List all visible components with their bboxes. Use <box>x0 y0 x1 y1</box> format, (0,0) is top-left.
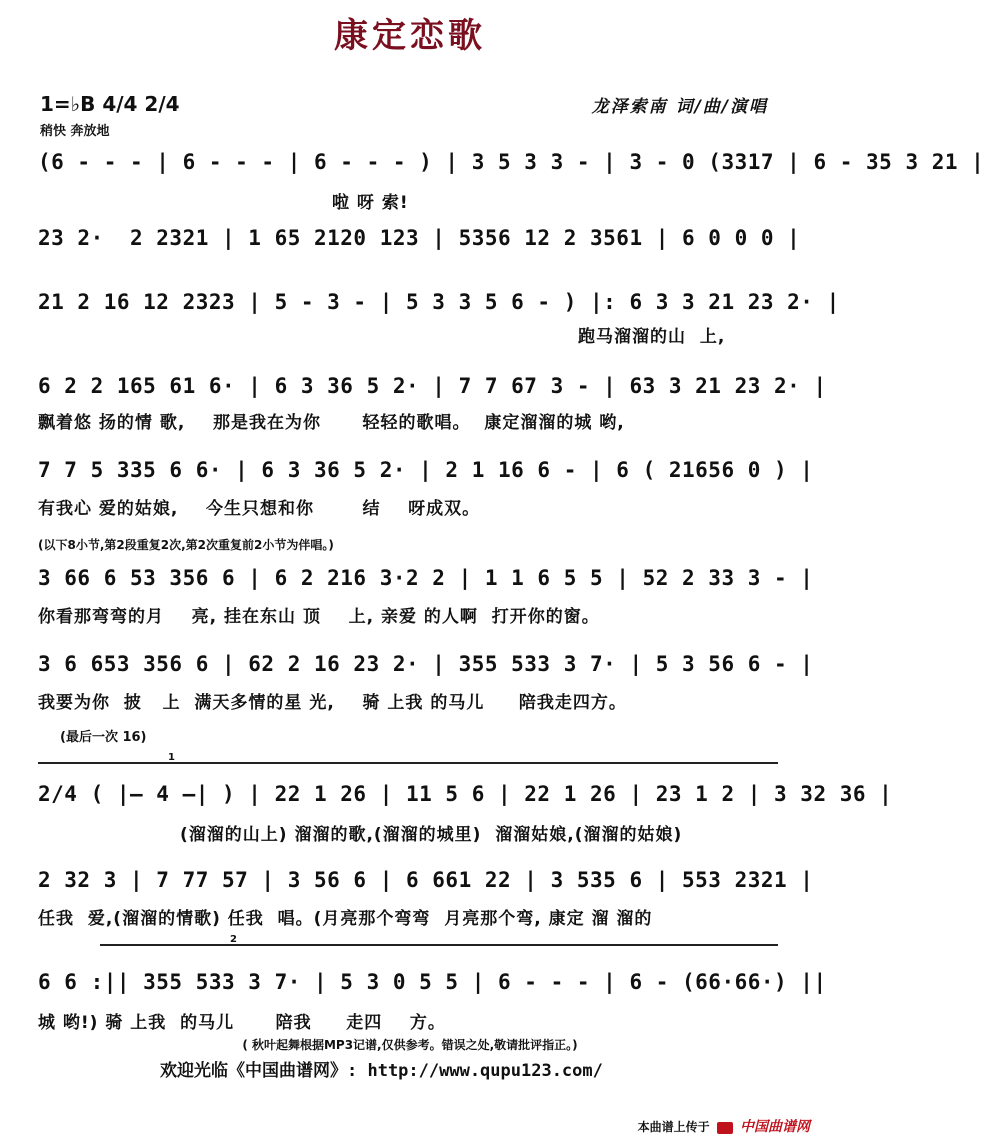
lyric-line-6: 你看那弯弯的月 亮, 挂在东山 顶 上, 亲爱 的人啊 打开你的窗。 <box>38 607 600 627</box>
lyric-line-7: 我要为你 披 上 满天多情的星 光, 骑 上我 的马儿 陪我走四方。 <box>38 693 627 713</box>
transcription-note: ( 秋叶起舞根据MP3记谱,仅供参考。错误之处,敬请批评指正。) <box>242 1038 578 1052</box>
lyric-line-3: 跑马溜溜的山 上, <box>578 327 726 347</box>
lyric-line-8: (溜溜的山上) 溜溜的歌,(溜溜的城里) 溜溜姑娘,(溜溜的姑娘) <box>180 825 683 845</box>
score-line-8: 2/4 ( |— 4 —| ) | 22 1 26 | 11 5 6 | 22 1 26 | 23 1 2 | 3 32 36 | <box>38 782 893 806</box>
site-welcome: 欢迎光临《中国曲谱网》: http://www.qupu123.com/ <box>160 1061 603 1081</box>
score-line-2: 23 2· 2 2321 | 1 65 2120 123 | 5356 12 2 3561 | 6 0 0 0 | <box>38 226 801 250</box>
key-signature: 1=♭B 4/4 2/4 <box>40 92 180 116</box>
upload-credit <box>638 1116 810 1136</box>
volta-number-2: 2 <box>230 934 237 945</box>
lyric-line-5: 有我心 爱的姑娘, 今生只想和你 结 呀成双。 <box>38 499 481 519</box>
upload-prefix: 本曲谱上传于 <box>637 1120 710 1134</box>
tempo-marking: 稍快 奔放地 <box>40 124 110 139</box>
site-logo-icon <box>717 1122 733 1134</box>
score-line-9: 2 32 3 | 7 77 57 | 3 56 6 | 6 661 22 | 3 535 6 | 553 2321 | <box>38 868 814 892</box>
lyric-line-4: 飘着悠 扬的情 歌, 那是我在为你 轻轻的歌唱。 康定溜溜的城 哟, <box>38 413 625 433</box>
song-title: 康定恋歌 <box>334 16 486 56</box>
volta-bracket-2 <box>100 944 778 946</box>
lyric-line-10: 城 哟!) 骑 上我 的马儿 陪我 走四 方。 <box>38 1013 446 1033</box>
lyric-line-9: 任我 爱,(溜溜的情歌) 任我 唱。(月亮那个弯弯 月亮那个弯, 康定 溜 溜的 <box>38 909 653 929</box>
score-line-3: 21 2 16 12 2323 | 5 - 3 - | 5 3 3 5 6 - ) |: 6 3 3 21 23 2· | <box>38 290 840 314</box>
last-time-annotation: (最后一次 16) <box>60 730 147 745</box>
score-line-5: 7 7 5 335 6 6· | 6 3 36 5 2· | 2 1 16 6 - | 6 ( 21656 0 ) | <box>38 458 814 482</box>
volta-number-1: 1 <box>168 752 175 763</box>
score-line-6: 3 66 6 53 356 6 | 6 2 216 3·2 2 | 1 1 6 5 5 | 52 2 33 3 - | <box>38 566 814 590</box>
volta-bracket-1 <box>38 762 778 764</box>
score-line-10: 6 6 :|| 355 533 3 7· | 5 3 0 5 5 | 6 - - - | 6 - (66·66·) || <box>38 970 827 994</box>
score-line-4: 6 2 2 165 61 6· | 6 3 36 5 2· | 7 7 67 3 - | 63 3 21 23 2· | <box>38 374 827 398</box>
lyric-line-1: 啦 呀 索! <box>332 193 409 213</box>
upload-brand: 中国曲谱网 <box>740 1119 810 1135</box>
score-line-7: 3 6 653 356 6 | 62 2 16 23 2· | 355 533 3 7· | 5 3 56 6 - | <box>38 652 814 676</box>
credit-line: 龙泽索南 词/曲/演唱 <box>591 97 768 117</box>
score-line-1: (6 - - - | 6 - - - | 6 - - - ) | 3 5 3 3 - | 3 - 0 (3317 | 6 - 35 3 21 | <box>38 150 984 174</box>
repeat-annotation: (以下8小节,第2段重复2次,第2次重复前2小节为伴唱。) <box>38 538 334 552</box>
